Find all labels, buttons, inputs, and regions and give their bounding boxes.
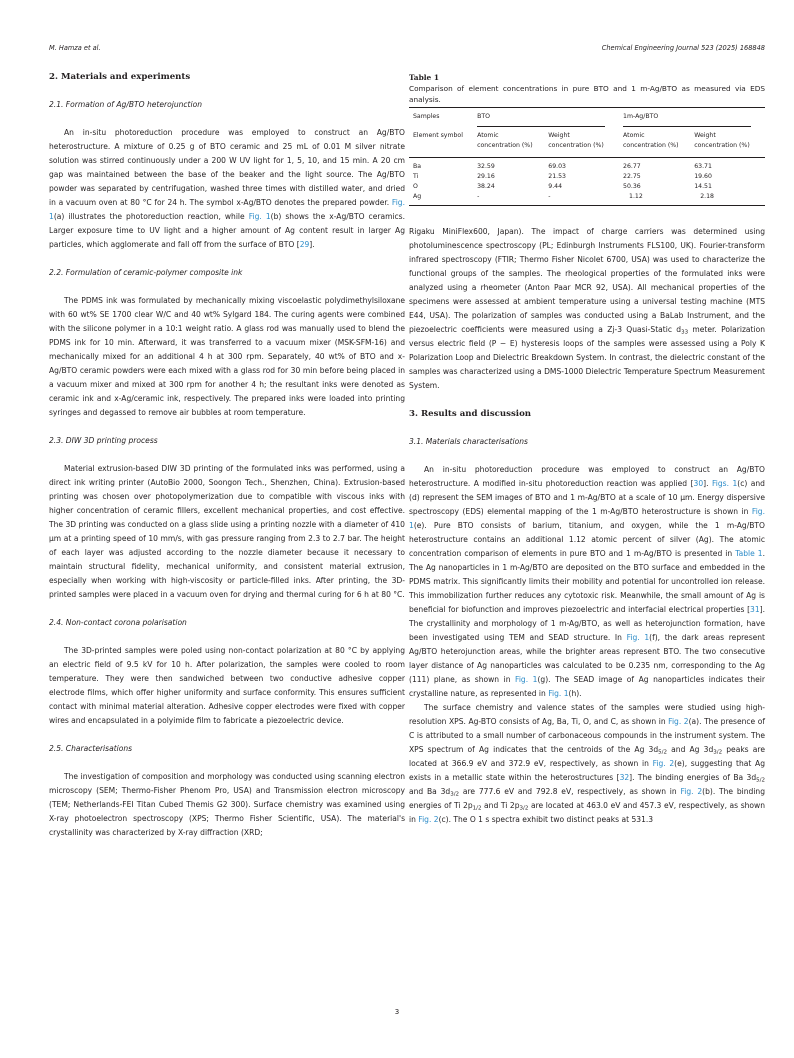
reference-link[interactable]: 30 [693,478,704,488]
column-header: Atomic concentration (%) [473,127,544,158]
figure-link[interactable]: Fig. 1 [515,674,538,684]
table-link[interactable]: Table 1 [735,548,763,558]
table-label: Table 1 [409,73,439,82]
table-caption: Comparison of element concentrations in pure BTO and 1 m-Ag/BTO as measured via EDS analysis. [409,84,765,104]
header-group-ag-bto: 1m-Ag/BTO [619,108,765,127]
page-number: 3 [394,1008,400,1016]
figure-link[interactable]: Fig. 1 [626,632,650,642]
subsection-heading-2-3: 2.3. DIW 3D printing process [49,436,158,445]
right-column [409,72,765,827]
paragraph-2-4: The 3D-printed samples were poled using non-contact polarization at 80 °C by applying an electric field of 9.5 kV for 10 h. After polarization, the samples were cooled to room temperature. They were then sandwiched between two conductive adhesive copper electrode films, which offer higher uniformity and surface conformity. This ensures sufficient contact with minimal material alteration. Adhesive copper electrodes were fixed with copper wires and encapsulated in a polyimide film to fabricate a piezoelectric device. [49,646,405,725]
reference-link[interactable]: 29 [299,240,310,249]
figure-link[interactable]: Fig. 1 [409,506,765,530]
reference-link[interactable]: 31 [750,604,760,614]
paragraph-2-5: The investigation of composition and morphology was conducted using scanning electron microscopy (SEM; Thermo-Fisher Phenom Pro, USA) and Transmission electron microscopy (TEM; Netherlands-FEI Titan Cubed Themis G2 300). Surface chemistry was examined using X-ray photoelectron spectroscopy (XPS; Thermo Fisher Scientific, USA). The material's crystallinity was characterized by X-ray diffraction (XRD; [49,772,405,837]
column-header: Weight concentration (%) [690,127,765,158]
figure-link[interactable]: Fig. 2 [668,716,689,726]
figure-link[interactable]: Fig. 2 [418,814,439,824]
section-heading-results: 3. Results and discussion [409,408,532,419]
figure-link[interactable]: Fig. 1 [49,198,405,221]
paragraph-2-2: The PDMS ink was formulated by mechanically mixing viscoelastic polydimethylsiloxane with 60 wt% SE 1700 clear W/C and 40 wt% Sylgard 184. The curing agents were combined with the silicone polymer in a 10:1 weight ratio. A glass rod was manually used to blend the PDMS ink for 10 min. Afterward, it was transferred to a vacuum mixer (MSK-SFM-16) and mechanically mixed for an additional 4 h at 300 rpm. Separately, 40 wt% of BTO and x-Ag/BTO ceramic powders were each mixed with a glass rod for 30 min before being placed in a vacuum mixer and mixed at 300 rpm for another 4 h; the resultant inks were denoted as ceramic ink and x-Ag/ceramic ink, respectively. The prepared inks were loaded into printing syringes and degassed to remove air bubbles at room temperature. [49,296,405,417]
header-samples: Samples [409,108,473,127]
subsection-heading-3-1: 3.1. Materials characterisations [409,436,528,446]
figure-link[interactable]: Fig. 1 [248,212,271,221]
figure-link[interactable]: Fig. 1 [548,688,569,698]
figure-link[interactable]: Fig. 2 [652,758,675,768]
subsection-heading-2-4: 2.4. Non-contact corona polarisation [49,618,187,627]
reference-link[interactable]: 32 [619,772,630,782]
table-1 [409,72,765,206]
table-row: Ag - - 1.12 2.18 [409,192,765,206]
column-header: Weight concentration (%) [544,127,619,158]
paragraph-2-1: An in-situ photoreduction procedure was employed to construct an Ag/BTO heterostructure. A mixture of 0.25 g of BTO ceramic and 25 mL of 0.01 M silver nitrate solution was stirred continuously under a 200 W UV light for 1, 5, 10, and 15 min. A 20 cm gap was maintained between the base of the beaker and the light source. The Ag/BTO powder was separated by centrifugation, washed three times with distilled water, and dried in a vacuum oven at 80 °C for 24 h. The symbol x-Ag/BTO denotes the prepared powder. Fig. 1(a) illustrates the photoreduction reaction, while Fig. 1(b) shows the x-Ag/BTO ceramics. Larger exposure time to UV light and a higher amount of Ag content result in larger Ag particles, which agglomerate and fall off from the surface of BTO [29]. [49,128,406,249]
paragraph-3-1-b: The surface chemistry and valence states of the samples were studied using high-resolution XPS. Ag-BTO consists of Ag, Ba, Ti, O, and C, as shown in Fig. 2(a). The presence of C is attributed to a small number of carbonaceous compounds in the instrument system. The XPS spectrum of Ag indicates that the centroids of the Ag $3d_{5/2}$ and Ag $3d_{3/2}$ peaks are located at 366.9 eV and 372.9 eV, respectively, as shown in Fig. 2(e), suggesting that Ag exists in a metallic state within the heterostructures [32]. The binding energies of Ba $3d_{5/2}$ and Ba $3d_{3/2}$ are 777.6 eV and 792.8 eV, respectively, as shown in Fig. 2(b). The binding energies of Ti $2p_{1/2}$ and Ti $2p_{3/2}$ are located at 463.0 eV and 457.3 eV, respectively, as shown in Fig. 2(c). The O 1 s spectra exhibit two distinct peaks at 531.3 [409,702,766,824]
column-header: Element symbol [409,127,473,158]
subsection-heading-2-2: 2.2. Formulation of ceramic-polymer composite ink [49,268,243,277]
paragraph-2-3: Material extrusion-based DIW 3D printing of the formulated inks was performed, using a direct ink writing printer (AutoBio 2000, Soongon Tech., Shenzhen, China). Extrusion-based printing was chosen over photopolymerization due to compatible with viscous inks with higher concentration of ceramic fillers, excellent mechanical properties, and cost effective. The 3D printing was conducted on a glass slide using a printing nozzle with a diameter of 410 μm at a printing speed of 10 mm/s, with gas pressure ranging from 2.3 to 2.7 bar. The height of each layer was adjusted according to the nozzle diameter because it necessary to maintain structural fidelity, mechanical uniformity, and consistent material extrusion, especially when working with high-viscosity or particle-filled inks. After printing, the 3D-printed samples were placed in a vacuum oven for drying and thermal curing for 6 h at 80 °C. [49,464,405,599]
figure-link[interactable]: Figs. 1 [711,478,738,488]
paragraph-3-1-a: An in-situ photoreduction procedure was employed to construct an Ag/BTO heterostructure. A modified in-situ photoreduction reaction was applied [30]. Figs. 1(c) and (d) represent the SEM images of BTO and 1 m-Ag/BTO at a scale of 10 μm. Energy dispersive spectroscopy (EDS) elemental mapping of the 1 m-Ag/BTO heterostructure is shown in Fig. 1(e). Pure BTO consists of barium, titanium, and oxygen, while the 1 m-Ag/BTO heterostructure contains an additional 1.12 atomic percent of silver (Ag). The atomic concentration comparison of elements in pure BTO and 1 m-Ag/BTO is presented in Table 1. The Ag nanoparticles in 1 m-Ag/BTO are deposited on the BTO surface and embedded in the PDMS matrix. This significantly limits their mobility and potential for uncontrolled ion release. This immobilization further reduces any cytotoxic risk. Meanwhile, the small amount of Ag is beneficial for biofunction and improves piezoelectric and interfacial electrical properties [31]. The crystallinity and morphology of 1 m-Ag/BTO, as well as heterojunction formation, have been investigated using TEM and SEAD structure. In Fig. 1(f), the dark areas represent Ag/BTO heterojunction areas, while the brighter areas represent BTO. The two consecutive layer distance of Ag nanoparticles was calculated to be 0.235 nm, corresponding to the Ag (111) plane, as shown in Fig. 1(g). The SEAD image of Ag nanoparticles indicates their crystalline nature, as represented in Fig. 1(h). [409,464,766,698]
column-header: Atomic concentration (%) [619,127,690,158]
section-heading-materials: 2. Materials and experiments [49,72,191,82]
table-row: O 38.24 9.44 50.36 14.51 [413,182,712,190]
left-column [49,70,405,840]
journal-citation: Chemical Engineering Journal 523 (2025) 168848 [601,44,765,52]
table-row: Ti 29.16 21.53 22.75 19.60 [413,172,712,180]
author-line: M. Hamza et al. [49,44,101,52]
subsection-heading-2-5: 2.5. Characterisations [49,744,133,753]
eds-table [409,107,765,206]
paragraph-characterisation-continued: Rigaku MiniFlex600, Japan). The impact of charge carriers was determined using photoluminescence spectroscopy (PL; Edinburgh Instruments FLS100, UK). Fourier-transform infrared spectroscopy (FTIR; Thermo Fisher Nicolet 6700, USA) was used to characterize the functional groups of the samples. The rheological properties of the formulated inks were analyzed using a rheometer (Anton Paar MCR 92, USA). All mechanical properties of the specimens were assessed at ambient temperature using a universal testing machine (MTS E44, USA). The polarization of samples was conducted using a BaLab Instrument, and the piezoelectric coefficients were measured using a Zj-3 Quasi-Static $d_{33}$ meter. Polarization versus electric field (P − E) hysteresis loops of the samples were assessed using a Poly K Polarization Loop and Dielectric Breakdown System. In contrast, the dielectric constant of the samples was characterized using a DMS-1000 Dielectric Temperature Spectrum Measurement System. [409,226,765,390]
figure-link[interactable]: Fig. 2 [680,786,703,796]
table-row: Ba 32.59 69.03 26.77 63.71 [413,162,712,170]
subsection-heading-2-1: 2.1. Formation of Ag/BTO heterojunction [49,100,203,109]
header-group-bto: BTO [473,108,619,127]
running-head [49,44,765,56]
